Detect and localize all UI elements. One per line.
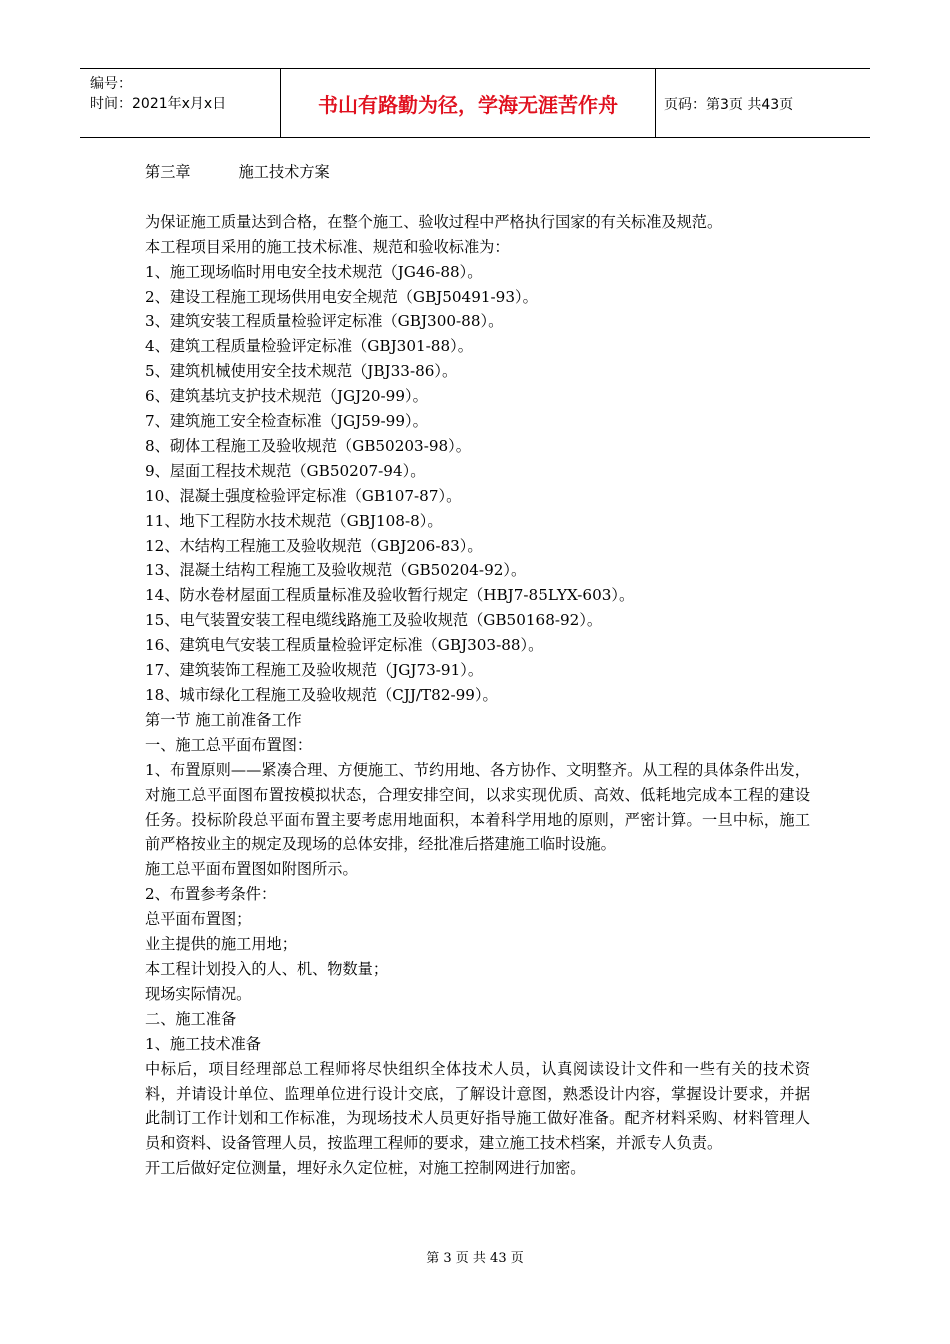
document-body [145, 160, 810, 1181]
condition-item: 现场实际情况。 [145, 984, 252, 1003]
chapter-number: 第三章 [145, 163, 191, 181]
standard-item: 4、建筑工程质量检验评定标准（GBJ301-88）。 [145, 337, 473, 356]
standard-item: 17、建筑装饰工程施工及验收规范（JGJ73-91）。 [145, 661, 484, 680]
condition-item: 总平面布置图； [145, 910, 252, 929]
subsection-heading: 二、施工准备 [145, 1009, 237, 1028]
standard-item: 13、混凝土结构工程施工及验收规范（GB50204-92）。 [145, 561, 527, 580]
intro-line: 本工程项目采用的施工技术标准、规范和验收标准为： [145, 237, 510, 256]
header-page-info: 页码：第3页 共43页 [664, 97, 794, 113]
section-heading: 第一节 施工前准备工作 [145, 710, 302, 729]
header-meta [80, 69, 280, 137]
standard-item: 7、建筑施工安全检查标准（JGJ59-99）。 [145, 412, 428, 431]
standard-item: 3、建筑安装工程质量检验评定标准（GBJ300-88）。 [145, 312, 504, 331]
standard-item: 12、木结构工程施工及验收规范（GBJ206-83）。 [145, 536, 483, 555]
serial-label: 编号： [90, 76, 132, 92]
paragraph: 1、布置原则——紧凑合理、方便施工、节约用地、各方协作、文明整齐。从工程的具体条件出发，对施工总平面图布置按模拟状态，合理安排空间，以求实现优质、高效、低耗地完成本工程的建设任务。投标阶段总平面布置主要考虑用地面积，本着科学用地的原则，严密计算。一旦中标，施工前严格按业主的规定及现场的总体安排，经批准后搭建施工临时设施。 [145, 760, 810, 854]
standard-item: 2、建设工程施工现场供用电安全规范（GBJ50491-93）。 [145, 287, 538, 306]
condition-item: 本工程计划投入的人、机、物数量； [145, 959, 388, 978]
standard-item: 8、砌体工程施工及验收规范（GB50203-98）。 [145, 436, 471, 455]
paragraph: 施工总平面布置图如附图所示。 [145, 860, 358, 879]
chapter-heading [145, 160, 810, 185]
standard-item: 11、地下工程防水技术规范（GBJ108-8）。 [145, 511, 443, 530]
standard-item: 1、施工现场临时用电安全技术规范（JG46-88）。 [145, 262, 483, 281]
intro-line: 为保证施工质量达到合格，在整个施工、验收过程中严格执行国家的有关标准及规范。 [145, 212, 723, 231]
standard-item: 18、城市绿化工程施工及验收规范（CJJ/T82-99）。 [145, 686, 498, 704]
chapter-title: 施工技术方案 [238, 163, 330, 181]
page-header [80, 68, 870, 138]
standard-item: 15、电气装置安装工程电缆线路施工及验收规范（GB50168-92）。 [145, 611, 603, 630]
subsection-heading: 一、施工总平面布置图： [145, 735, 313, 754]
standard-item: 5、建筑机械使用安全技术规范（JBJ33-86）。 [145, 362, 458, 381]
date-line: 时间：2021年x月x日 [90, 96, 227, 112]
standard-item: 14、防水卷材屋面工程质量标准及验收暂行规定（HBJ7-85LYX-603）。 [145, 586, 635, 605]
condition-item: 业主提供的施工用地； [145, 935, 297, 954]
standard-item: 16、建筑电气安装工程质量检验评定标准（GBJ303-88）。 [145, 636, 544, 655]
standard-item: 9、屋面工程技术规范（GB50207-94）。 [145, 461, 426, 480]
paragraph: 开工后做好定位测量，埋好永久定位桩，对施工控制网进行加密。 [145, 1159, 586, 1178]
header-divider [655, 69, 656, 137]
standard-item: 10、混凝土强度检验评定标准（GB107-87）。 [145, 486, 462, 505]
standard-item: 6、建筑基坑支护技术规范（JGJ20-99）。 [145, 387, 428, 406]
subsection-heading: 1、施工技术准备 [145, 1034, 261, 1053]
subsection-heading: 2、布置参考条件： [145, 885, 277, 904]
paragraph: 中标后，项目经理部总工程师将尽快组织全体技术人员，认真阅读设计文件和一些有关的技术资料，并请设计单位、监理单位进行设计交底，了解设计意图，熟悉设计内容，掌握设计要求，并据此制订工作计划和工作标准，为现场技术人员更好指导施工做好准备。配齐材料采购、材料管理人员和资料、设备管理人员，按监理工程师的要求，建立施工技术档案，并派专人负责。 [145, 1059, 810, 1153]
page-footer: 第 3 页 共 43 页 [426, 1251, 524, 1266]
header-motto: 书山有路勤为径，学海无涯苦作舟 [318, 92, 618, 117]
